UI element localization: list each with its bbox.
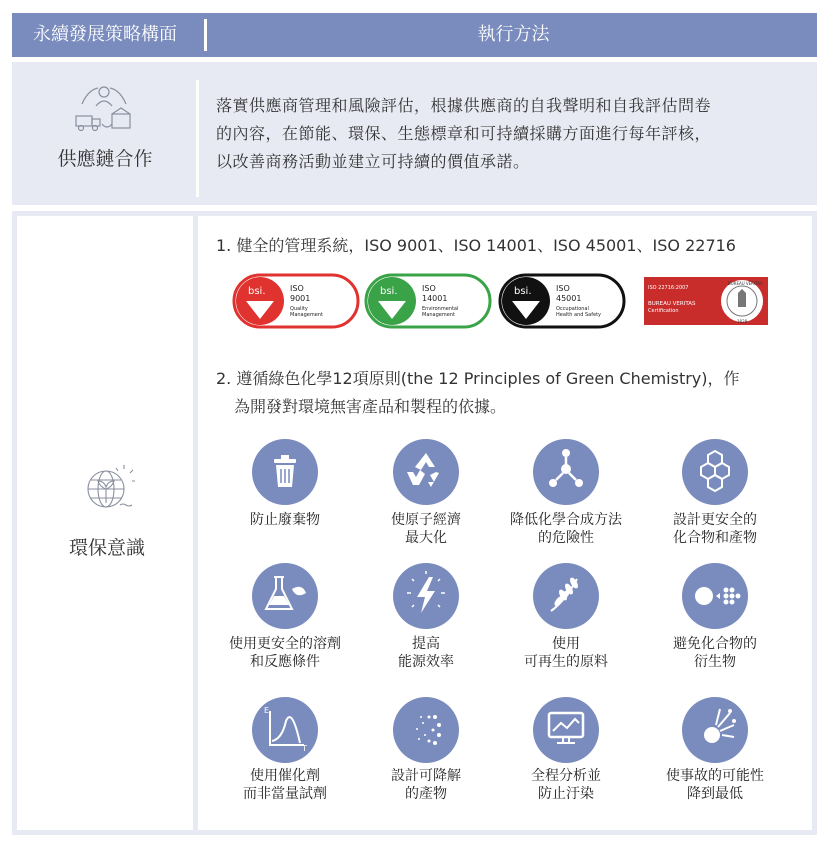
svg-text:E: E (264, 706, 270, 715)
header-dimension: 永續發展策略構面 (33, 24, 177, 45)
row-divider (195, 221, 198, 821)
cert-number: 14001 (422, 294, 448, 303)
environment-label-panel (17, 216, 193, 830)
row-divider (196, 80, 199, 197)
table-header (12, 13, 817, 57)
principle-label: 防止廢棄物 (250, 512, 320, 528)
globe-plant-icon (80, 459, 136, 515)
iso-14001-logo (364, 273, 492, 329)
molecule-icon (533, 439, 599, 505)
iso-9001-logo (232, 273, 360, 329)
wheat-icon (533, 563, 599, 629)
recycle-icon (393, 439, 459, 505)
monitor-chart-icon (533, 697, 599, 763)
principle-label: 使用催化劑 而非當量試劑 (243, 768, 327, 802)
cert-desc: Management (422, 312, 455, 318)
cert-desc: Environmental (422, 306, 459, 312)
cert-iso: ISO (556, 284, 570, 293)
supply-chain-description: 落實供應商管理和風險評估，根據供應商的自我聲明和自我評估問卷 的內容，在節能、環保、生態標章和可持續採購方面進行每年評核， 以改善商務活動並建立可持續的價值承諾。 (216, 96, 712, 171)
cert-desc: Quality (290, 306, 308, 312)
cert-seal-text: 1828 (737, 319, 748, 324)
cert-line: BUREAU VERITAS (648, 301, 696, 307)
cert-iso: ISO (290, 284, 304, 293)
header-divider (204, 19, 207, 51)
lightning-icon (393, 563, 459, 629)
principle-label: 使事故的可能性 降到最低 (666, 768, 764, 802)
environment-label: 環保意識 (68, 537, 145, 559)
supply-chain-label: 供應鏈合作 (57, 148, 153, 170)
cert-desc: Health and Safety (556, 312, 601, 318)
cert-number: 9001 (290, 294, 311, 303)
cert-seal-text: BUREAU VERITAS (728, 281, 763, 286)
header-method: 執行方法 (477, 24, 550, 45)
energy-curve-icon (252, 697, 318, 763)
explosion-icon (682, 697, 748, 763)
svg-text:T: T (302, 744, 307, 753)
hexagon-molecule-icon (682, 439, 748, 505)
environment-row (12, 211, 817, 835)
flask-leaf-icon (252, 563, 318, 629)
principle-label: 使用 可再生的原料 (524, 636, 608, 670)
cert-number: 45001 (556, 294, 582, 303)
principle-label: 使用更安全的溶劑 和反應條件 (229, 636, 341, 670)
iso-45001-logo (498, 273, 626, 329)
particles-icon (682, 563, 748, 629)
trash-can-icon (252, 439, 318, 505)
principle-label: 使原子經濟 最大化 (391, 512, 461, 546)
cert-iso: ISO (422, 284, 436, 293)
management-system-item: 1. 健全的管理系統，ISO 9001、ISO 14001、ISO 45001、ISO 22716 (216, 236, 736, 255)
cert-desc: Occupational (556, 306, 589, 312)
principle-label: 設計更安全的 化合物和產物 (673, 512, 757, 546)
principle-label: 設計可降解 的產物 (391, 768, 461, 802)
cert-brand: bsi. (248, 286, 266, 297)
iso-22716-logo (642, 273, 770, 329)
cert-line: ISO 22716:2007 (648, 285, 689, 291)
principle-label: 全程分析並 防止汙染 (531, 768, 601, 802)
principle-label: 避免化合物的 衍生物 (673, 636, 757, 670)
cert-desc: Management (290, 312, 323, 318)
principle-label: 降低化學合成方法 的危險性 (510, 512, 622, 546)
supply-chain-row (12, 62, 817, 205)
cert-line: Certification (648, 308, 679, 314)
degrade-dots-icon (393, 697, 459, 763)
cert-brand: bsi. (514, 286, 532, 297)
principle-label: 提高 能源效率 (398, 636, 454, 670)
supply-chain-icon (72, 84, 136, 134)
green-chemistry-item: 2. 遵循綠色化學12項原則(the 12 Principles of Green Chemistry)，作 為開發對環境無害產品和製程的依據。 (216, 369, 740, 416)
cert-brand: bsi. (380, 286, 398, 297)
